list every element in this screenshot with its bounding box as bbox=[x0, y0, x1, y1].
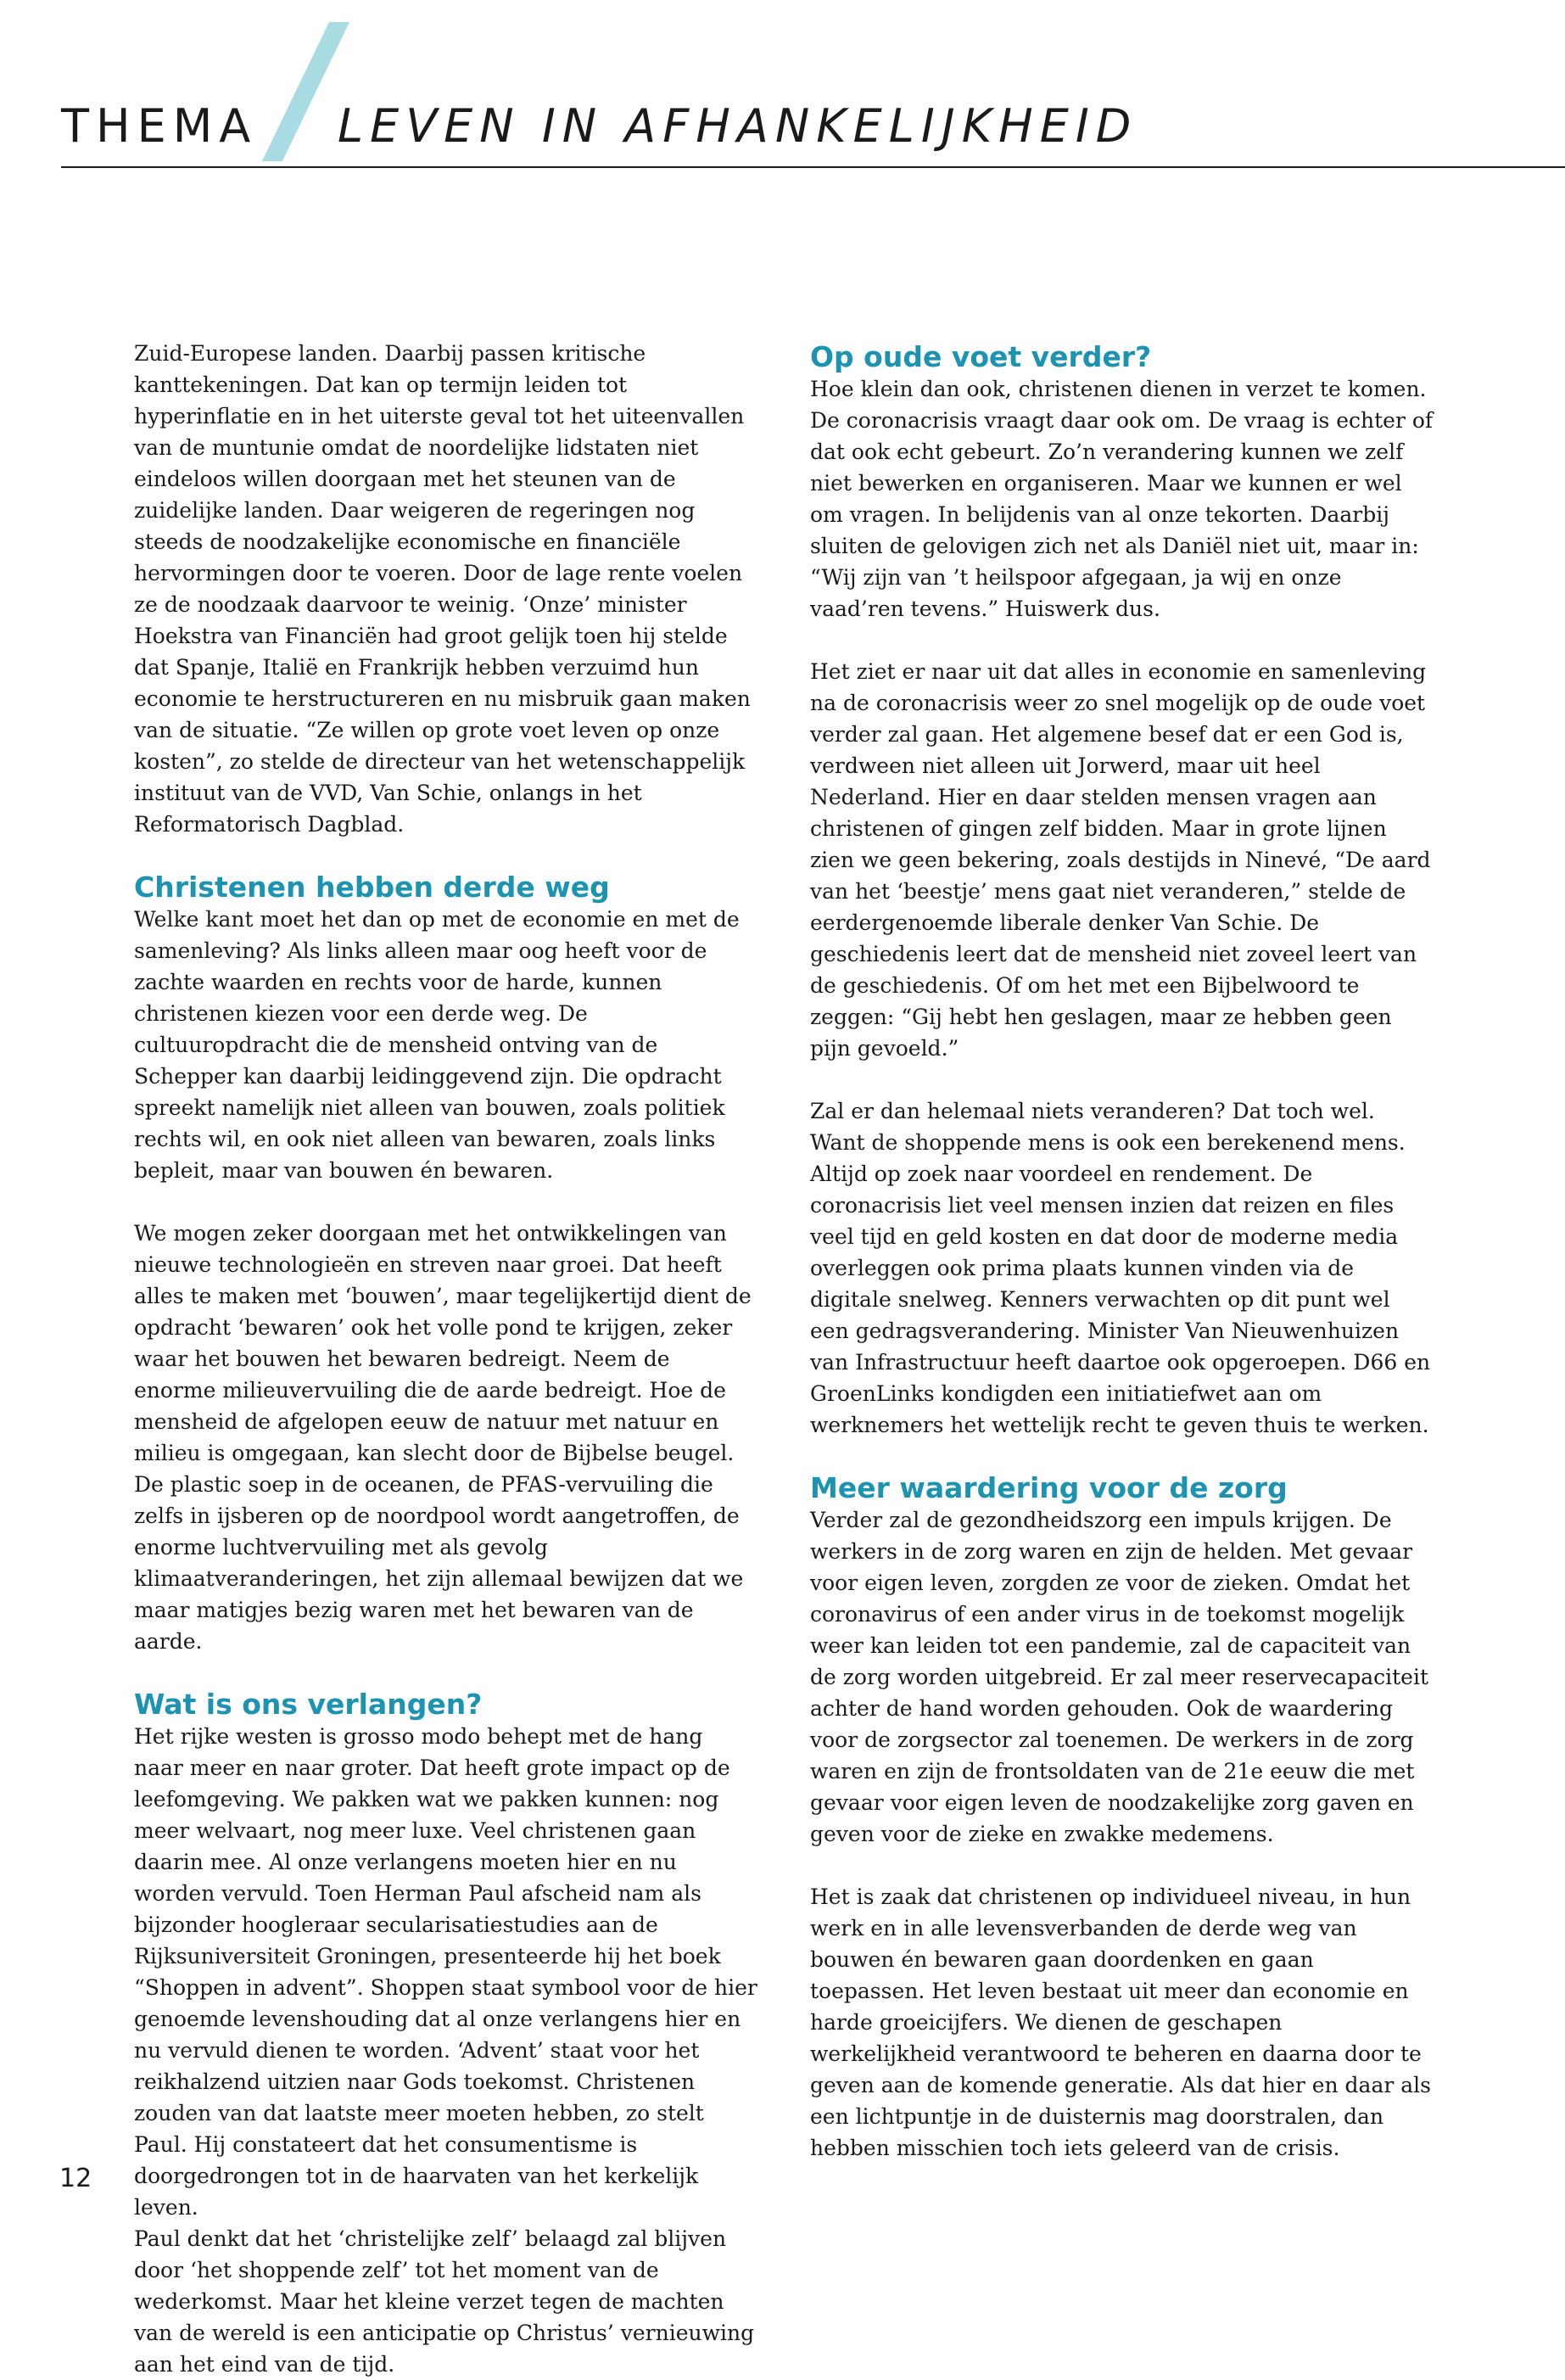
header-divider bbox=[61, 166, 1565, 168]
heading-meer-waardering-voor-de-zorg: Meer waardering voor de zorg bbox=[810, 1471, 1288, 1504]
left-paragraph-1: Zuid-Europese landen. Daarbij passen kritische kanttekeningen. Dat kan op termijn leiden tot hyperinflatie en in het uiterste geval tot het uiteenvallen van de muntunie omdat de noordelijke lidstaten niet eindeloos willen doorgaan met het steunen van de zuidelijke landen. Daar weigeren de regeringen nog steeds de noodzakelijke economische en financiële hervormingen door te voeren. Door de lage rente voelen ze de noodzaak daarvoor te weinig. ‘Onze’ minister Hoekstra van Financiën had groot gelijk toen hij stelde dat Spanje, Italië en Frankrijk hebben verzuimd hun economie te herstructureren en nu misbruik gaan maken van de situatie. “Ze willen op grote voet leven op onze kosten”, zo stelde de directeur van het wetenschappelijk instituut van de VVD, Van Schie, onlangs in het Reformatorisch Dagblad. bbox=[134, 341, 751, 837]
heading-op-oude-voet-verder: Op oude voet verder? bbox=[810, 340, 1152, 373]
right-column bbox=[810, 338, 1434, 2195]
left-paragraph-2: Welke kant moet het dan op met de economie en met de samenleving? Als links alleen maar oog heeft voor de zachte waarden en rechts voor de harde, kunnen christenen kiezen voor een derde weg. De cultuuropdracht die de mensheid ontving van de Schepper kan daarbij leidinggevend zijn. Die opdracht spreekt namelijk niet alleen van bouwen, zoals politiek rechts wil, en ook niet alleen van bewaren, zoals links bepleit, maar van bouwen én bewaren. bbox=[134, 907, 740, 1183]
right-paragraph-5: Het is zaak dat christenen op individueel niveau, in hun werk en in alle levensverbanden de derde weg van bouwen én bewaren gaan doordenken en gaan toepassen. Het leven bestaat uit meer dan economie en harde groeicijfers. We dienen de geschapen werkelijkheid verantwoord te beheren en daarna door te geven aan de komende generatie. Als dat hier en daar als een lichtpuntje in de duisternis mag doorstralen, dan hebben misschien toch iets geleerd van de crisis. bbox=[810, 1884, 1431, 2160]
right-paragraph-1: Hoe klein dan ook, christenen dienen in verzet te komen. De coronacrisis vraagt daar ook om. De vraag is echter of dat ook echt gebeurt. Zo’n verandering kunnen we zelf niet bewerken en organiseren. Maar we kunnen er wel om vragen. In belijdenis van al onze tekorten. Daarbij sluiten de gelovigen zich net als Daniël niet uit, maar in: “Wij zijn van ’t heilspoor afgegaan, ja wij en onze vaad’ren tevens.” Huiswerk dus. bbox=[810, 377, 1434, 621]
right-paragraph-3: Zal er dan helemaal niets veranderen? Dat toch wel. Want de shoppende mens is ook een berekenend mens. Altijd op zoek naar voordeel en rendement. De coronacrisis liet veel mensen inzien dat reizen en files veel tijd en geld kosten en dat door de moderne media overleggen ook prima plaats kunnen vinden via de digitale snelweg. Kenners verwachten op dit punt wel een gedragsverandering. Minister Van Nieuwenhuizen van Infrastructuur heeft daartoe ook opgeroepen. D66 en GroenLinks kondigden een initiatiefwet aan om werknemers het wettelijk recht te geven thuis te werken. bbox=[810, 1099, 1431, 1437]
page-number: 12 bbox=[59, 2164, 92, 2193]
left-paragraph-3: We mogen zeker doorgaan met het ontwikkelingen van nieuwe technologieën en streven naar groei. Dat heeft alles te maken met ‘bouwen’, maar tegelijkertijd dient de opdracht ‘bewaren’ ook het volle pond te krijgen, zeker waar het bouwen het bewaren bedreigt. Neem de enorme milieuvervuiling die de aarde bedreigt. Hoe de mensheid de afgelopen eeuw de natuur met natuur en milieu is omgegaan, kan slecht door de Bijbelse beugel. De plastic soep in de oceanen, de PFAS-vervuiling die zelfs in ijsberen op de noordpool wordt aangetroffen, de enorme luchtvervuiling met als gevolg klimaatveranderingen, het zijn allemaal bewijzen dat we maar matigjes bezig waren met het bewaren van de aarde. bbox=[134, 1221, 752, 1654]
right-paragraph-2: Het ziet er naar uit dat alles in economie en samenleving na de coronacrisis weer zo snel mogelijk op de oude voet verder zal gaan. Het algemene besef dat er een God is, verdween niet alleen uit Jorwerd, maar uit heel Nederland. Hier en daar stelden mensen vragen aan christenen of gingen zelf bidden. Maar in grote lijnen zien we geen bekering, zoals destijds in Ninevé, “De aard van het ‘beestje’ mens gaat niet veranderen,” stelde de eerdergenoemde liberale denker Van Schie. De geschiedenis leert dat de mensheid niet zoveel leert van de geschiedenis. Of om het met een Bijbelwoord te zeggen: “Gij hebt hen geslagen, maar ze hebben geen pijn gevoeld.” bbox=[810, 659, 1431, 1061]
page-header bbox=[0, 0, 1565, 178]
header-thema-label: THEMA bbox=[61, 99, 258, 153]
header-section-title: LEVEN IN AFHANKELIJKHEID bbox=[338, 99, 1138, 153]
heading-christenen-hebben-derde-weg: Christenen hebben derde weg bbox=[134, 871, 610, 904]
left-column bbox=[134, 338, 757, 2380]
slash-shape bbox=[260, 22, 349, 161]
left-paragraph-4: Het rijke westen is grosso modo behept met de hang naar meer en naar groter. Dat heeft grote impact op de leefomgeving. We pakken wat we pakken kunnen: nog meer welvaart, nog meer luxe. Veel christenen gaan daarin mee. Al onze verlangens moeten hier en nu worden vervuld. Toen Herman Paul afscheid nam als bijzonder hoogleraar secularisatiestudies aan de Rijksuniversiteit Groningen, presenteerde hij het boek “Shoppen in advent”. Shoppen staat symbool voor de hier genoemde levenshouding dat al onze verlangens hier en nu vervuld dienen te worden. ‘Advent’ staat voor het reikhalzend uitzien naar Gods toekomst. Christenen zouden van dat laatste meer moeten hebben, zo stelt Paul. Hij constateert dat het consumentisme is doorgedrongen tot in de haarvaten van het kerkelijk leven. bbox=[134, 1724, 757, 2220]
right-paragraph-4: Verder zal de gezondheidszorg een impuls krijgen. De werkers in de zorg waren en zijn de helden. Met gevaar voor eigen leven, zorgden ze voor de zieken. Omdat het coronavirus of een ander virus in de toekomst mogelijk weer kan leiden tot een pandemie, zal de capaciteit van de zorg worden uitgebreid. Er zal meer reservecapaciteit achter de hand worden gehouden. Ook de waardering voor de zorgsector zal toenemen. De werkers in de zorg waren en zijn de frontsoldaten van de 21e eeuw die met gevaar voor eigen leven de noodzakelijke zorg gaven en geven voor de zieke en zwakke medemens. bbox=[810, 1508, 1428, 1846]
heading-wat-is-ons-verlangen: Wat is ons verlangen? bbox=[134, 1688, 483, 1721]
left-paragraph-5: Paul denkt dat het ‘christelijke zelf’ belaagd zal blijven door ‘het shoppende zelf’ tot het moment van de wederkomst. Maar het kleine verzet tegen de machten van de wereld is een anticipatie op Christus’ vernieuwing aan het eind van de tijd. bbox=[134, 2226, 755, 2377]
